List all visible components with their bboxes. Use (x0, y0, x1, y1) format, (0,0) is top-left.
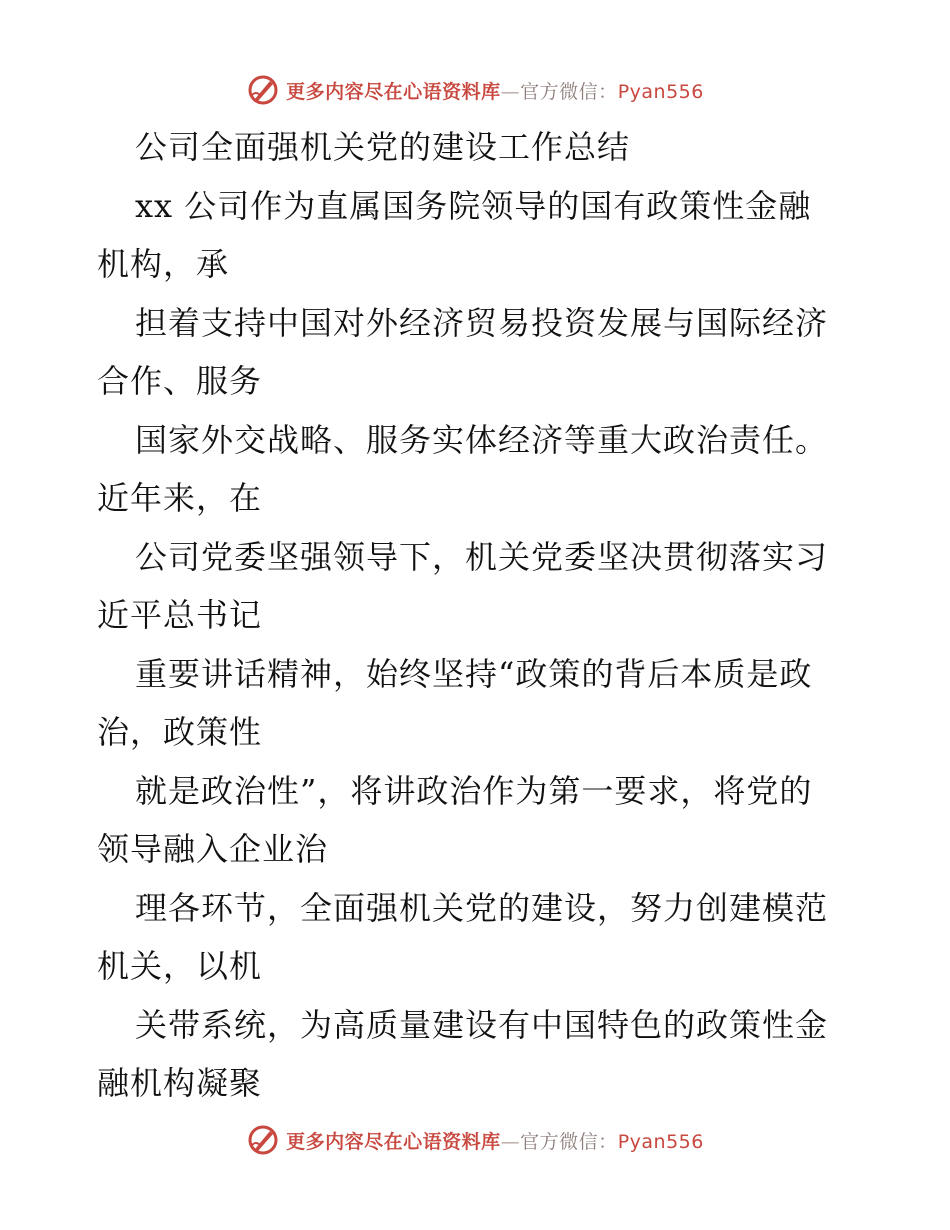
wechat-id: Pyan556 (617, 80, 704, 103)
wechat-label: 官方微信： (520, 1130, 618, 1153)
document-line: 治，政策性 (97, 713, 263, 751)
wechat-label: 官方微信： (520, 80, 618, 103)
document-line: 担着支持中国对外经济贸易投资发展与国际经济 (135, 303, 829, 342)
document-line: 机构，承 (97, 245, 230, 283)
document-line: 领导融入企业治 (97, 830, 329, 868)
document-line: 近年来，在 (97, 479, 263, 517)
document-line: 公司全面强机关党的建设工作总结 (135, 128, 631, 166)
document-line: xx 公司作为直属国务院领导的国有政策性金融 (135, 186, 812, 225)
document-line: 近平总书记 (97, 596, 263, 634)
document-line: 融机构凝聚 (97, 1064, 263, 1102)
separator: — (500, 80, 521, 103)
header-banner (0, 70, 950, 110)
document-line: 理各环节，全面强机关党的建设，努力创建模范 (135, 888, 829, 927)
footer-banner (0, 1120, 950, 1160)
brand-text: 更多内容尽在心语资料库 (286, 1130, 501, 1153)
brand-text: 更多内容尽在心语资料库 (286, 80, 501, 103)
document-line: 公司党委坚强领导下，机关党委坚决贯彻落实习 (135, 537, 829, 576)
document-line: 重要讲话精神，始终坚持“政策的背后本质是政 (135, 654, 813, 693)
document-line: 关带系统，为高质量建设有中国特色的政策性金 (135, 1005, 829, 1044)
wechat-id: Pyan556 (617, 1130, 704, 1153)
separator: — (500, 1130, 521, 1153)
footer-banner-text (286, 1127, 704, 1154)
document-body (97, 118, 857, 1113)
quill-circle-icon (246, 1123, 280, 1157)
document-line: 机关，以机 (97, 947, 263, 985)
header-banner-text (286, 77, 704, 104)
document-line: 国家外交战略、服务实体经济等重大政治责任。 (135, 420, 829, 459)
quill-circle-icon (246, 73, 280, 107)
document-line: 就是政治性”，将讲政治作为第一要求，将党的 (135, 771, 813, 810)
document-line: 合作、服务 (97, 362, 263, 400)
